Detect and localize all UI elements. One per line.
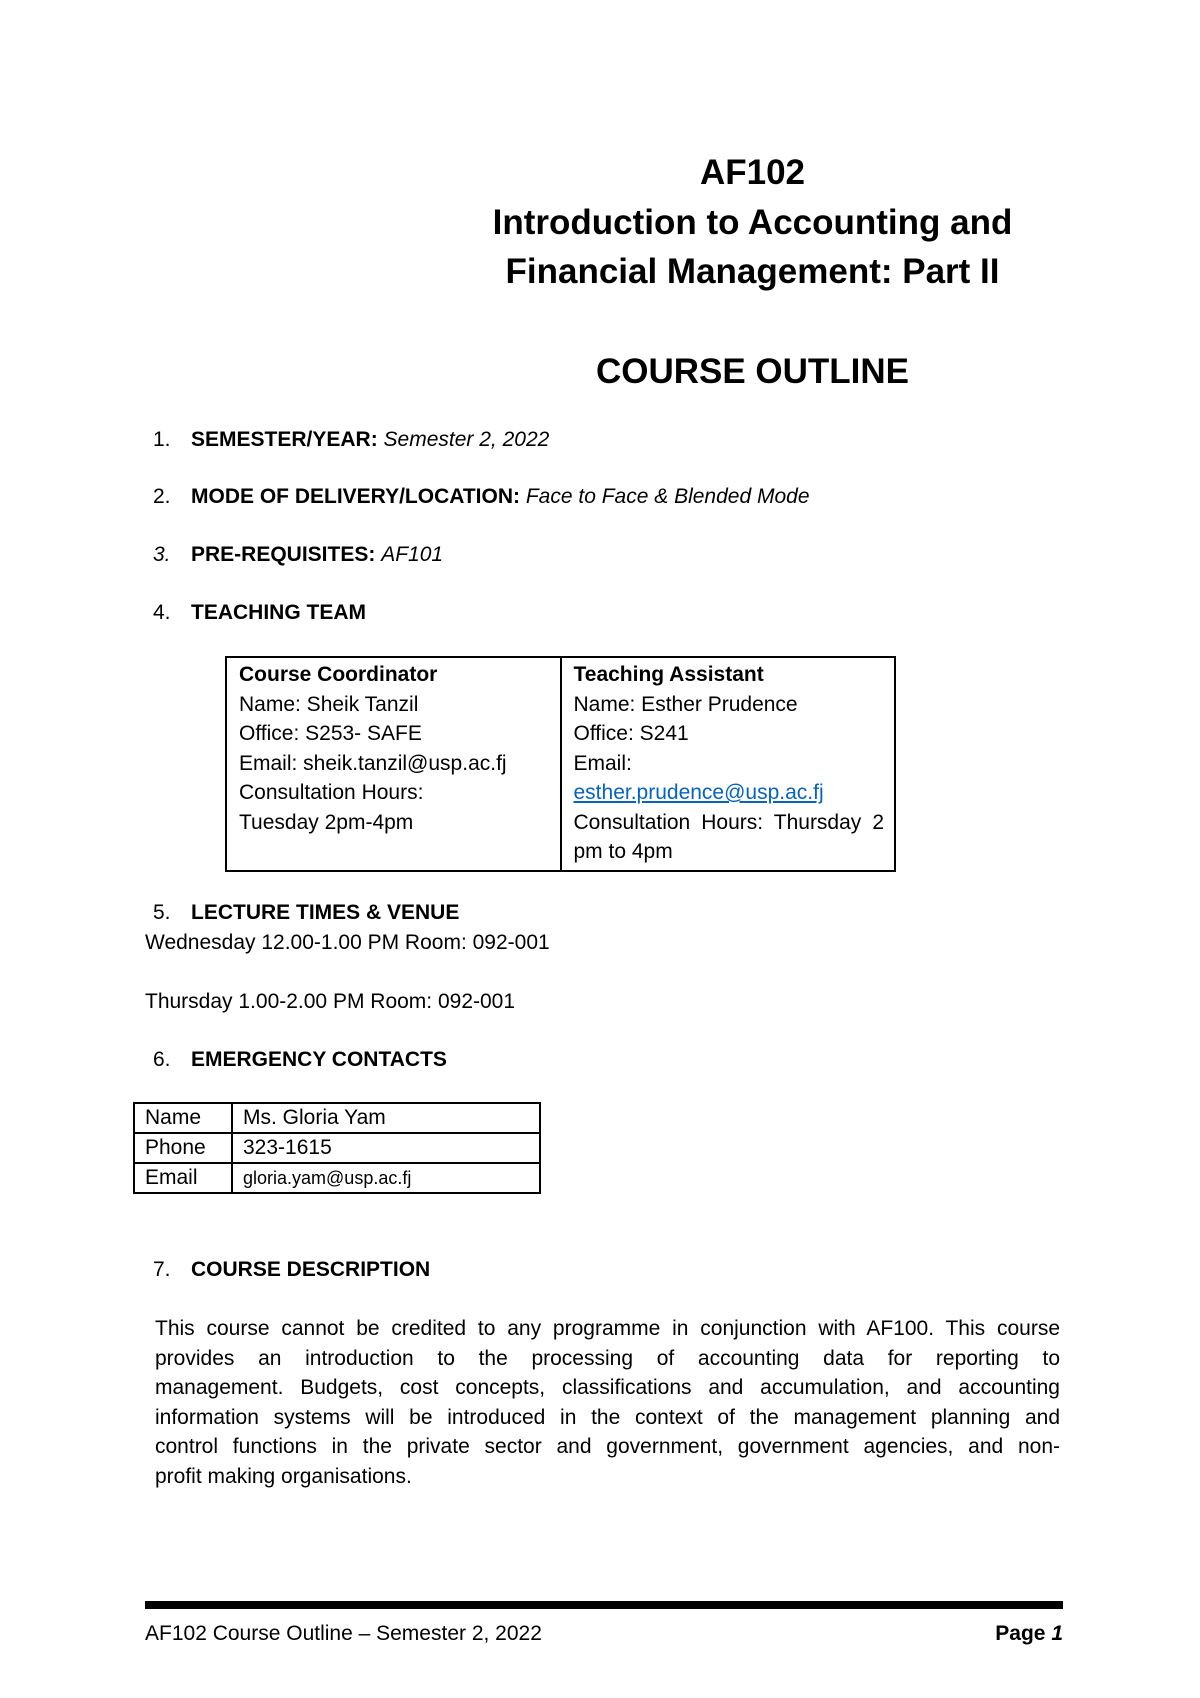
description-line: management. Budgets, cost concepts, classifications and accumulation, and accounting: [155, 1376, 1060, 1400]
section-label: LECTURE TIMES & VENUE: [191, 901, 460, 924]
section-lecture-times: [153, 899, 459, 927]
section-value: Semester 2, 2022: [383, 428, 550, 451]
section-label: MODE OF DELIVERY/LOCATION:: [191, 485, 520, 508]
description-line: information systems will be introduced in the context of the management planning and: [155, 1405, 1060, 1429]
section-number: 5.: [153, 901, 171, 924]
section-number: 1.: [153, 428, 171, 451]
section-number: 7.: [153, 1258, 171, 1281]
assistant-hours-line2: pm to 4pm: [573, 840, 673, 863]
lecture-time-1: Wednesday 12.00-1.00 PM Room: 092-001: [145, 931, 550, 954]
page-label: Page: [995, 1622, 1046, 1645]
contact-key: Email: [134, 1163, 232, 1193]
section-label: PRE-REQUISITES:: [191, 543, 376, 566]
coordinator-email: Email: sheik.tanzil@usp.ac.fj: [239, 751, 507, 775]
section-number: 2.: [153, 485, 171, 508]
assistant-email-label: Email:: [573, 751, 632, 775]
section-teaching-team: [153, 599, 366, 627]
emergency-contacts-table: [133, 1102, 541, 1194]
course-code: AF102: [699, 153, 806, 192]
section-value: AF101: [381, 543, 444, 566]
course-title-line2: Financial Management: Part II: [505, 252, 1000, 291]
description-line: control functions in the private sector and government, government agencies, and non-: [155, 1435, 1060, 1459]
assistant-office: Office: S241: [573, 722, 689, 745]
contact-key: Phone: [134, 1133, 232, 1163]
page-number: [980, 1620, 1063, 1648]
course-description-paragraph: [155, 1314, 1060, 1492]
section-label: SEMESTER/YEAR:: [191, 428, 378, 451]
course-title-line1: Introduction to Accounting and: [492, 203, 1013, 242]
section-mode-of-delivery: [153, 483, 810, 511]
coordinator-cell: [226, 657, 561, 871]
document-title: COURSE OUTLINE: [595, 352, 910, 391]
coordinator-name: Name: Sheik Tanzil: [239, 692, 419, 716]
contact-value: gloria.yam@usp.ac.fj: [232, 1163, 540, 1193]
page-num: 1: [1051, 1622, 1063, 1645]
assistant-email-link[interactable]: esther.prudence@usp.ac.fj: [573, 781, 824, 804]
table-row: [134, 1133, 540, 1163]
coordinator-hours-label: Consultation Hours:: [239, 781, 424, 804]
coordinator-heading: Course Coordinator: [239, 663, 438, 686]
assistant-hours-line1: Consultation Hours: Thursday 2: [573, 810, 884, 834]
section-semester: [153, 426, 549, 454]
footer-text: AF102 Course Outline – Semester 2, 2022: [145, 1622, 542, 1645]
section-value: Face to Face & Blended Mode: [525, 485, 810, 508]
description-line: provides an introduction to the processing of accounting data for reporting to: [155, 1346, 1060, 1370]
contact-key: Name: [134, 1103, 232, 1133]
section-number: 6.: [153, 1048, 171, 1071]
assistant-heading: Teaching Assistant: [573, 663, 764, 686]
table-row: [134, 1163, 540, 1193]
section-prerequisites: [153, 541, 443, 569]
section-number: 3.: [153, 543, 171, 566]
coordinator-hours: Tuesday 2pm-4pm: [239, 810, 414, 834]
contact-value: 323-1615: [232, 1133, 540, 1163]
lecture-time-2: Thursday 1.00-2.00 PM Room: 092-001: [145, 990, 516, 1013]
description-line: profit making organisations.: [155, 1464, 412, 1488]
section-number: 4.: [153, 601, 171, 624]
section-course-description: [153, 1256, 430, 1284]
coordinator-office: Office: S253- SAFE: [239, 722, 422, 745]
section-label: TEACHING TEAM: [191, 601, 366, 624]
description-line: This course cannot be credited to any programme in conjunction with AF100. This course: [155, 1317, 1060, 1340]
footer-rule: [145, 1601, 1063, 1609]
table-row: [134, 1103, 540, 1133]
assistant-name: Name: Esther Prudence: [573, 692, 798, 716]
section-emergency-contacts: [153, 1046, 447, 1074]
teaching-team-table: [225, 656, 896, 872]
section-label: COURSE DESCRIPTION: [191, 1258, 431, 1281]
assistant-cell: [561, 657, 896, 871]
contact-value: Ms. Gloria Yam: [232, 1103, 540, 1133]
assistant-email-row: [574, 749, 885, 808]
section-label: EMERGENCY CONTACTS: [191, 1048, 447, 1071]
